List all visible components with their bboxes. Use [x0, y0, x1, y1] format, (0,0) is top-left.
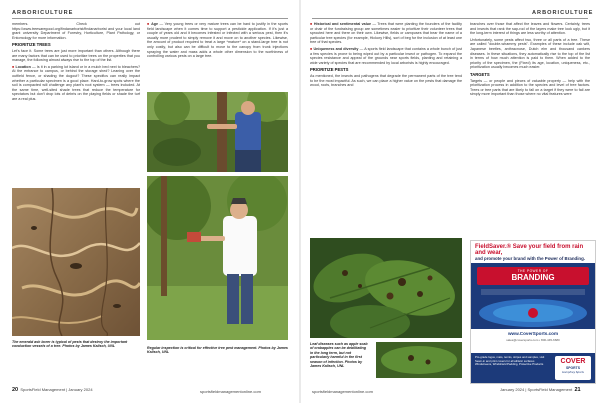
- ad-fine-2: Sewn-in and print covers for all athletic surfaces: [475, 358, 535, 363]
- uniqueness-label: Uniqueness and diversity: [313, 46, 359, 51]
- ad-footer: [471, 353, 595, 383]
- age-label: Age: [151, 22, 159, 26]
- ad-brand: BRANDING: [511, 273, 555, 282]
- caption-inspection: Regular inspection is critical for effective tree pest management. Photos by James Kalisch, UNL: [147, 346, 288, 355]
- page-number-right: 21: [574, 387, 581, 393]
- header-rule-left: [12, 18, 288, 19]
- footer-left: [12, 387, 93, 393]
- caption-leaf-disease: Leaf diseases such as apple scab of crabapples can be debilitating in the long term, but not particularly harmful in the first season of infection. Photos by James Kalisch, UNL: [310, 342, 368, 369]
- heading-targets: TARGETS: [470, 71, 490, 77]
- photo-leaf-closeup: [376, 342, 462, 378]
- ad-fine-print: [475, 356, 551, 367]
- ad-field-cover-graphic: [471, 287, 595, 329]
- footer-magazine-right: January 2024 | SportsField Management: [500, 387, 573, 392]
- logo-text: COVER: [560, 358, 586, 365]
- uniqueness-paragraph: ■ Uniqueness and diversity — A sports field landscape that contains a whole bunch of just a few species is prone to being wiped out by a particular insect or pathogen. To expand the species resistance and appeal of the grounds near sports fields, planting and retaining a wide variety of species that are recommended by local arborists is highly encouraged.: [310, 46, 462, 65]
- right-column-1: [310, 22, 462, 90]
- section-label-right: ARBORICULTURE: [532, 10, 594, 16]
- heading-prioritize-trees: PRIORITIZE TREES: [12, 42, 51, 48]
- ad-site[interactable]: www.CoverSports.com: [507, 331, 559, 336]
- prioritize-trees-paragraph: Let's face it. Some trees are just more important than others. Although there are many factors that can be used to prioritize trees on the properties that you manage, the following almost always rise to the top of the list.: [12, 48, 140, 63]
- age-paragraph: ■ Age — Very young trees or very mature trees can be hard to justify in the sports field landscape when it comes time to support a pesticide application. If it's just a couple of years old and it becomes infested or infected with a serious pest, then it's usually more prudent to simply remove it and move on to another species. Likewise, the amount of product required to treat a large *mature* on a stand-large tree is not only costly, but also can be difficult to move to the canopy from trunk injections spraying the water and mass adds a whole other dimension to the worthiness of controlling various pests on a large tree.: [147, 22, 289, 59]
- photo-ash-borer: [12, 188, 140, 336]
- logo-sub: SPORTS: [566, 366, 580, 370]
- cover-sports-logo: [555, 356, 591, 380]
- footer-magazine-left: SportsField Management | January 2024: [20, 387, 93, 392]
- right-column-2: [470, 22, 590, 99]
- intro-paragraph: members. Check out https://www.treesaregood.org/findanarborist/findanarborist and your local land grant university Department of Forestry, Horticulture, Plant Pathology, or Entomology for more information.: [12, 22, 140, 40]
- sub-brand: Humphrey Sports: [562, 370, 584, 374]
- age-text: — Very young trees or very mature trees can be hard to justify in the sports field landscape when it comes time to support a pesticide application. If it's just a couple of years old and it becomes infested or infected with a serious pest, then it's usually more prudent to simply remove it and move on to another species. Likewise, the amount of product required to treat a large *mature* on a stand-large tree is not only costly, but also can be difficult to move to the canopy from trunk injections spraying the water and mass adds a whole other dimension to the worthiness of controlling various pests on a large tree.: [147, 22, 289, 59]
- ad-fine-3: Windscreens, Windshield Padding, Protective Products: [475, 362, 544, 367]
- footer-url-right: sportsfieldmanagementonline.com: [312, 389, 373, 394]
- heading-prioritize-pests: PRIORITIZE PESTS: [310, 67, 349, 73]
- targets-paragraph: Targets — or people and pieces of valuable property — help with the prioritization process in addition to the species and level of tree factors. Trees or tree parts that are likely to fall on a target if they were to fail are simply more important than those where no vital features were: [470, 78, 590, 97]
- location-paragraph: ■ Location — Is it in a parking lot island or in a mulch bed next to bleachers? At the entrance to campus, or behind the storage shed? Leaning over the outfield fence, or shading the dugout? These specifics can really impact whether a particular specimen is a good place. Hard-to-grow spots where the soil is compacted will challenge any plant's root system — trees included. At the same time, well-sited shade trees that reduce the temperature for spectators but don't drop lots of debris on the playing fields or shade the turf are a real plus.: [12, 64, 140, 101]
- page-number-left: 20: [12, 387, 19, 393]
- ad-headline-2: and promote your brand with the Power of Branding.: [475, 256, 586, 261]
- location-label: Location: [15, 64, 31, 69]
- historical-text: — Trees that were planting the founders of the facility or chair of the fundraising group are sometimes easier to prioritize their volunteer trees that sprouted here and there on their own. Likewise, fields or campuses that bear the name of a particular tree species (for example, Hickory Hills), sort of beg for the inclusion of at least one tree of that species.: [310, 22, 462, 45]
- caption-ash-borer: The emerald ash borer is typical of pests that destroy the important conduction vessels of a tree. Photos by James Kalisch, UNL: [12, 340, 128, 349]
- ad-fine-1: Pro-grade logos, mats, tennis, stripes and samples, visit: [475, 355, 545, 359]
- location-text: — Is it in a parking lot island or in a mulch bed next to bleachers? At the entrance to campus, or behind the storage shed? Leaning over the outfield fence, or shading the dugout? These specifics can really impact whether a particular specimen is a good place. Hard-to-grow spots where the soil is compacted will challenge any plant's root system — trees included. At the same time, well-sited shade trees that reduce the temperature for spectators but don't drop lots of debris on the playing fields or shade the turf are a real plus.: [12, 64, 140, 101]
- photo-inspection-bottom: [147, 176, 288, 340]
- historical-label: Historical and sentimental value: [313, 22, 372, 26]
- photo-inspection-top: [147, 92, 288, 172]
- left-column-1: [12, 22, 140, 104]
- right-col2-paragraph-2: Unfortunately, some pests affect two, three or all parts of a tree. These are called "double-whammy pests". Examples of these include oak wilt, Japanese beetles, anthracnose, Dutch elm and thousand cankers diseases. In these situations, they automatically rise to the top of the list in terms of how much attention is paid to them. When added to the priority of the specimen, the (Fixed) its age, location, uniqueness, etc., prioritization usually becomes much easier.: [470, 37, 590, 70]
- ad-badge: THE POWER OF: [517, 269, 549, 273]
- ad-branding-banner: [477, 267, 589, 285]
- prioritize-pests-paragraph: As mentioned, the insects and pathogens that degrade the permanent parts of the tree tend to be the most impactful. As such, we can place a higher value on the pests that damage the wood, roots, branches and: [310, 73, 462, 88]
- fieldsaver-ad[interactable]: [470, 240, 596, 384]
- ad-headline-1: FieldSaver.® Save your field from rain and wear,: [475, 244, 584, 256]
- ad-headline: [471, 241, 595, 263]
- uniqueness-text: — A sports field landscape that contains a whole bunch of just a few species is prone to being wiped out by a particular insect or pathogen. To expand the species resistance and appeal of the grounds near sports fields, planting and retaining a wide variety of species that are recommended by local arborists is highly encouraged.: [310, 46, 462, 65]
- left-column-2: [147, 22, 288, 61]
- ad-contact: sales@coversports.com • 800-445-6680: [506, 338, 560, 342]
- ad-image-panel: [471, 263, 595, 329]
- right-col2-paragraph-1: branches over those that affect the leaves and flowers. Certainly, trees and insects that rank the sap-rod of the layers make tree look ugly, but it the long-term interest of things are less worthy of attention.: [470, 22, 590, 36]
- header-rule-right: [312, 18, 588, 19]
- footer-url-left: sportsfieldmanagementonline.com: [200, 389, 261, 394]
- historical-paragraph: ■ Historical and sentimental value — Trees that were planting the founders of the facility or chair of the fundraising group are sometimes easier to prioritize their volunteer trees that sprouted here and there on their own. Likewise, fields or campuses that bear the name of a particular tree species (for example, Hickory Hills), sort of beg for the inclusion of at least one tree of that species.: [310, 22, 462, 45]
- section-label-left: ARBORICULTURE: [12, 10, 74, 16]
- footer-right: [500, 387, 581, 393]
- photo-leaf-disease: [310, 238, 462, 338]
